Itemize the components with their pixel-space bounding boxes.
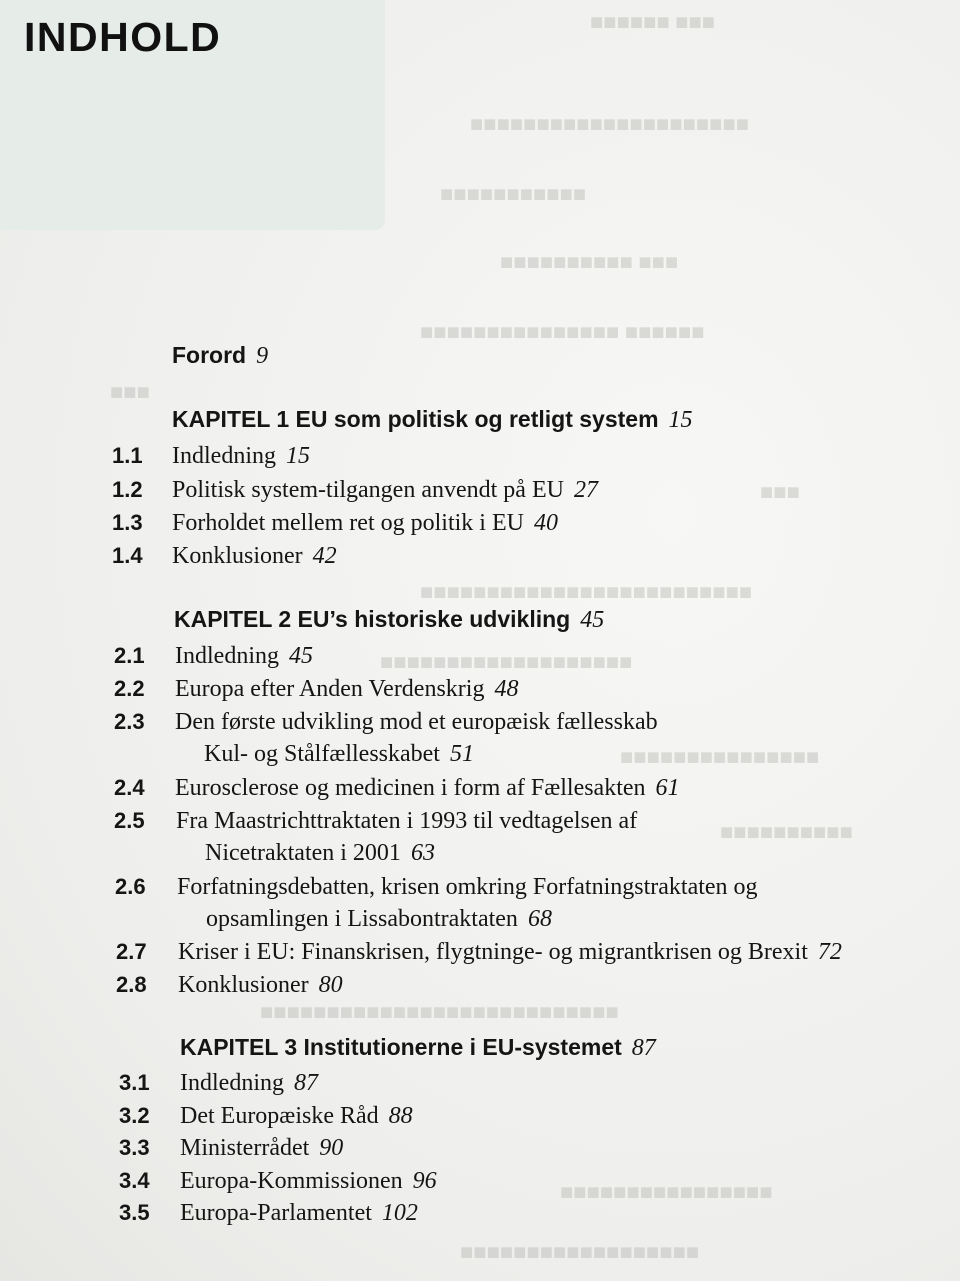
section-page: 45: [288, 643, 313, 669]
section-page: 88: [388, 1103, 413, 1129]
section-entry: [175, 641, 313, 671]
chapter-title: KAPITEL 3 Institutionerne i EU-systemet: [180, 1034, 622, 1060]
section-page: 63: [410, 840, 435, 866]
section-number: 2.3: [114, 709, 145, 734]
chapter-title: KAPITEL 2 EU’s historiske udvikling: [174, 606, 571, 632]
section-entry: [180, 1101, 413, 1131]
section-entry: [172, 541, 337, 571]
section-title: Europa-Kommissionen: [180, 1168, 403, 1194]
section-title: Europa-Parlamentet: [180, 1200, 372, 1226]
forord-entry: [172, 340, 268, 371]
section-number: 1.3: [112, 510, 143, 535]
section-title: Europa efter Anden Verdenskrig: [175, 676, 485, 702]
section-entry: [178, 970, 343, 1000]
chapter-heading: [172, 404, 693, 435]
section-title-continued: opsamlingen i Lissabontraktaten: [206, 906, 518, 932]
section-entry: [178, 937, 842, 967]
section-entry: [180, 1068, 318, 1098]
chapter-page: 45: [580, 607, 605, 633]
chapter-title: KAPITEL 1 EU som politisk og retligt system: [172, 406, 659, 432]
section-number: 3.1: [119, 1070, 150, 1095]
section-title: Fra Maastrichttraktaten i 1993 til vedtagelsen af: [176, 808, 638, 834]
section-number: 1.4: [112, 543, 143, 568]
section-entry: [172, 508, 558, 538]
section-page: 96: [412, 1168, 437, 1194]
section-entry: [175, 707, 658, 737]
section-entry-continuation: [204, 739, 474, 769]
section-number: 2.2: [114, 676, 145, 701]
section-number: 2.5: [114, 808, 145, 833]
section-page: 87: [293, 1070, 318, 1096]
section-page: 51: [449, 741, 474, 767]
section-number: 2.1: [114, 643, 145, 668]
section-title-continued: Kul- og Stålfællesskabet: [204, 741, 440, 767]
section-number: 1.1: [112, 443, 143, 468]
section-title: Indledning: [172, 443, 276, 469]
section-page: 27: [573, 477, 598, 503]
section-page: 61: [655, 775, 680, 801]
section-title: Det Europæiske Råd: [180, 1103, 379, 1129]
section-number: 3.2: [119, 1103, 150, 1128]
section-entry: [175, 674, 518, 704]
section-title-continued: Nicetraktaten i 2001: [205, 840, 401, 866]
page-title: INDHOLD: [24, 14, 222, 60]
section-title: Kriser i EU: Finanskrisen, flygtninge- og migrantkrisen og Brexit: [178, 939, 808, 965]
section-title: Politisk system-tilgangen anvendt på EU: [172, 477, 564, 503]
section-entry: [180, 1166, 437, 1196]
section-title: Den første udvikling mod et europæisk fællesskab: [175, 709, 658, 735]
section-page: 15: [285, 443, 310, 469]
section-title: Eurosclerose og medicinen i form af Fællesakten: [175, 775, 646, 801]
section-title: Konklusioner: [178, 972, 309, 998]
section-page: 80: [318, 972, 343, 998]
section-number: 3.5: [119, 1200, 150, 1225]
section-entry: [172, 475, 598, 505]
section-page: 40: [533, 510, 558, 536]
chapter-page: 87: [631, 1035, 656, 1061]
section-entry: [177, 872, 758, 902]
section-entry-continuation: [206, 904, 552, 934]
section-number: 3.4: [119, 1168, 150, 1193]
section-page: 90: [319, 1135, 344, 1161]
section-page: 42: [312, 543, 337, 569]
forord-page: 9: [256, 343, 269, 369]
section-page: 72: [817, 939, 842, 965]
section-number: 2.6: [115, 874, 146, 899]
show-through-texture: ■■■■■■ ■■■ ■■■■■■■■■■■■■■■■■■■■■ ■■■■■■■■■■■ ■■■■■■■■■■ ■■■ ■■■■■■■■■■■■■■■ ■■■■■■ ■■■ ■■■ ■■■■■■■■■■■■■■■■■■■■■■■■■ ■■■■■■■■■■■■■■■■■■■ ■■■■■■■■■■■■■■■ ■■■■■■■■■■ ■■■■■■■■■■■■■■■■■■■■■■■■■■■ ■■■■■■■■■■■■■■■■ ■■■■■■■■■■■■■■■■■■: [110, 11, 853, 1266]
section-entry-continuation: [205, 838, 435, 868]
section-entry: [172, 441, 310, 471]
section-entry: [175, 773, 680, 803]
chapter-heading: [180, 1032, 656, 1063]
section-title: Indledning: [175, 643, 279, 669]
section-page: 68: [527, 906, 552, 932]
section-title: Forholdet mellem ret og politik i EU: [172, 510, 524, 536]
section-number: 1.2: [112, 477, 143, 502]
section-page: 102: [381, 1200, 418, 1226]
section-title: Konklusioner: [172, 543, 303, 569]
section-entry: [180, 1198, 418, 1228]
section-entry: [180, 1133, 343, 1163]
section-number: 3.3: [119, 1135, 150, 1160]
section-entry: [176, 806, 637, 836]
section-number: 2.7: [116, 939, 147, 964]
chapter-page: 15: [668, 407, 693, 433]
section-page: 48: [494, 676, 519, 702]
section-title: Indledning: [180, 1070, 284, 1096]
section-title: Forfatningsdebatten, krisen omkring Forfatningstraktaten og: [177, 874, 758, 900]
section-title: Ministerrådet: [180, 1135, 310, 1161]
section-number: 2.8: [116, 972, 147, 997]
forord-label: Forord: [172, 342, 247, 368]
chapter-heading: [174, 604, 604, 635]
section-number: 2.4: [114, 775, 145, 800]
